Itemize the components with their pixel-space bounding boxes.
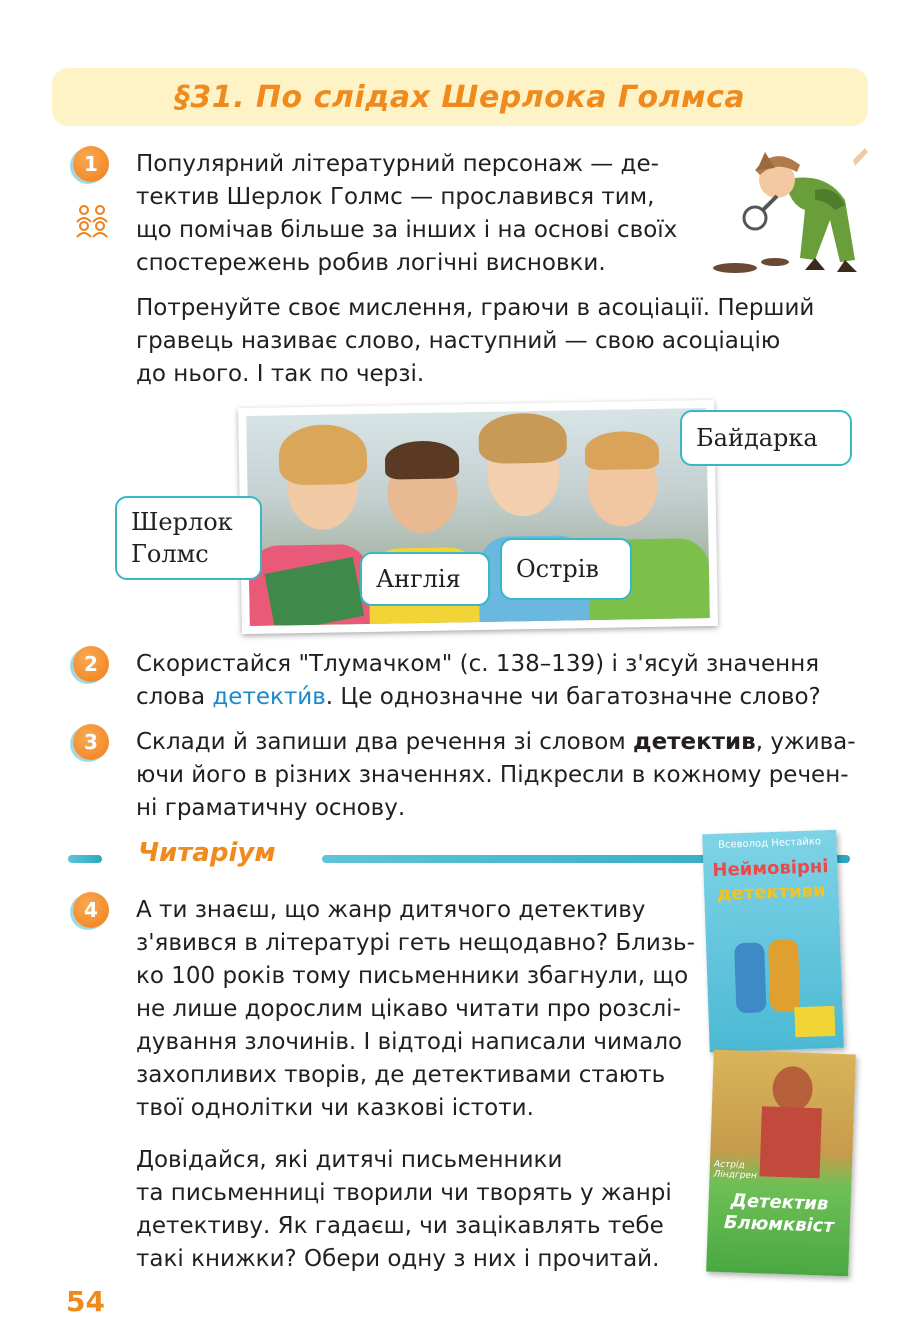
book-1-author: Всеволод Нестайко xyxy=(717,836,822,851)
title-bar xyxy=(52,68,868,126)
task-number-4: 4 xyxy=(73,892,109,928)
book-2-title: Детектив Блюмквіст xyxy=(723,1190,835,1237)
bubble-kayak: Байдарка xyxy=(680,410,852,466)
word-detective: детекти́в xyxy=(212,684,326,710)
task-number-3: 3 xyxy=(73,724,109,760)
task-1-paragraph-2: Потренуйте своє мислення, граючи в асоціації. Перший гравець називає слово, наступний — свою асоціацію до нього. І так по черзі. xyxy=(136,295,815,387)
bubble-sherlock: Шерлок Голмс xyxy=(115,496,262,580)
task-3-text: Склади й запиши два речення зі словом детектив, ужива- ючи його в різних значеннях. Підкресли в кожному речен- ні граматичну основу. xyxy=(136,729,856,821)
page-title: §31. По слідах Шерлока Голмса xyxy=(174,79,746,115)
task-2-text: Скористайся "Тлумачком" (с. 138–139) і з'ясуй значення слова детекти́в. Це однозначне чи багатозначне слово? xyxy=(136,651,821,710)
page-number: 54 xyxy=(66,1285,105,1318)
task-4-paragraph-2: Довідайся, які дитячі письменники та письменниці творили чи творять у жанрі детективу. Як гадаєш, чи зацікавлять тебе такі книжки? Обери одну з них і прочитай. xyxy=(136,1147,672,1272)
section-line-left xyxy=(68,855,102,863)
sherlock-illustration xyxy=(705,140,870,275)
bubble-england: Англія xyxy=(360,552,490,606)
bubble-island: Острів xyxy=(500,538,632,600)
book-cover-1 xyxy=(702,830,844,1053)
task-number-2: 2 xyxy=(73,646,109,682)
book-2-author: Астрід Ліндгрен xyxy=(713,1159,757,1182)
task-number-1: 1 xyxy=(73,146,109,182)
group-work-icon xyxy=(72,202,112,238)
book-cover-2 xyxy=(706,1050,856,1277)
task-1-paragraph-1: Популярний літературний персонаж — де- тектив Шерлок Голмс — прославився тим, що помічав більше за інших і на основі своїх спостережень робив логічні висновки. xyxy=(136,151,678,276)
task-4-paragraph-1: А ти знаєш, що жанр дитячого детективу з'явився в літературі геть нещодавно? Близь- ко 100 років тому письменники збагнули, що не лише дорослим цікаво читати про розслі- дування злочинів. І відтоді написали чимало захопливих творів, де детективами стають твої однолітки чи казкові істоти. xyxy=(136,897,695,1121)
book-1-title: Неймовірні детективи xyxy=(712,856,829,905)
section-title: Читаріум xyxy=(138,838,276,868)
word-detective-bold: детектив xyxy=(633,729,756,755)
